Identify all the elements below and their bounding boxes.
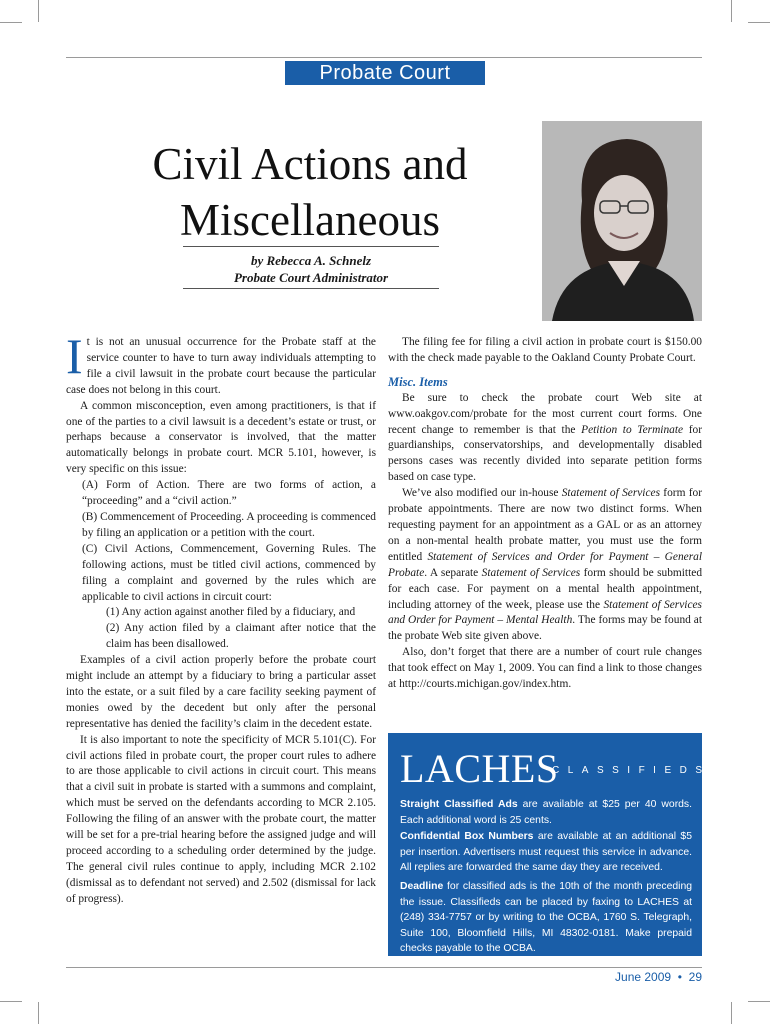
crop-mark <box>38 1002 39 1024</box>
byline-rule-top <box>183 246 439 247</box>
byline-author: by Rebecca A. Schnelz <box>250 253 372 268</box>
rule-item-c1: (1) Any action against another filed by a fiduciary, and <box>106 606 356 619</box>
crop-mark <box>0 1001 22 1002</box>
intro-paragraph: It is not an unusual occurrence for the Probate staff at the service counter to have to turn away individuals attempting to file a civil lawsuit in the probate court because the particular case does not belong in this court. <box>66 328 376 396</box>
rule-item-a: (A) Form of Action. There are two forms of action, a “proceeding” and a “civil action.” <box>82 479 376 508</box>
ad-brand: LACHES <box>400 746 559 791</box>
article-title <box>110 136 510 248</box>
page-footer <box>615 970 702 984</box>
section-banner: Probate Court <box>285 61 485 85</box>
crop-mark <box>0 22 22 23</box>
footer-separator: • <box>677 970 682 984</box>
misc-items-heading: Misc. Items <box>388 374 448 389</box>
rule-item-c2: (2) Any action filed by a claimant after notice that the claim has been disallowed. <box>106 622 376 651</box>
page-number: 29 <box>688 970 702 984</box>
ad-deadline: Deadline for classified ads is the 10th of the month preceding the issue. Classifieds can be placed by faxing to LACHES at (248) 334-7757 or by writing to the OCBA, 1760 S. Telegraph, Suite 100, Bloomfield Hills, MI 48302-0181. Make prepaid checks payable to the OCBA. <box>400 881 692 954</box>
issue-date: June 2009 <box>615 970 672 984</box>
rule-item-b: (B) Commencement of Proceeding. A proceeding is commenced by filing an application or a petition with the court. <box>82 510 376 539</box>
filing-fee-paragraph: The filing fee for filing a civil action in probate court is $150.00 with the check made payable to the Oakland County Probate Court. <box>388 336 702 364</box>
crop-mark <box>731 0 732 22</box>
laches-classifieds-ad <box>388 733 711 956</box>
crop-mark <box>748 22 770 23</box>
header-rule <box>66 57 702 58</box>
ad-header <box>400 747 559 791</box>
body-paragraph: It is also important to note the specificity of MCR 5.101(C). For civil actions filed in probate court, the proper court rules to adhere to are those applicable to civil actions in circuit court. This means that a civil suit in probate is started with a summons and complaint, which must be served on the defendants according to MCR 2.105. Following the filing of an answer with the probate court, the matter will be set for a pre-trial hearing before the assigned judge and will proceed according to a scheduling order determined by the judge. The general civil rules continue to apply, including MCR 2.102 (dismissal as to defendant not served) and 2.502 (dismissal for lack of progress). <box>66 733 376 905</box>
article-column-left <box>66 328 376 908</box>
article-column-right <box>388 335 702 693</box>
body-paragraph: Examples of a civil action properly before the probate court might include an attempt by a fiduciary to bring a particular asset into the estate, or a suit filed by a care facility seeking payment of monies owed by the decedent but only after the personal representative has denied the facility’s claim in the decedent estate. <box>66 654 376 730</box>
byline-role: Probate Court Administrator <box>233 270 389 285</box>
crop-mark <box>38 0 39 22</box>
portrait-illustration <box>542 121 702 321</box>
body-paragraph: A common misconception, even among practitioners, is that if one of the parties to a civil lawsuit is a decedent’s estate or trust, or perhaps because a conservator is involved, that the matter automatically belongs in probate court. MCR 5.101, however, is very specific on this issue: <box>66 399 376 476</box>
ad-tagline: CLASSIFIEDS <box>552 765 711 776</box>
rule-item-c: (C) Civil Actions, Commencement, Governing Rules. The following actions, must be titled civil actions, commenced by filing a complaint and governed by the rules which are applicable to civil actions in circuit court: <box>82 542 376 603</box>
ad-confidential-box: Confidential Box Numbers are available at an additional $5 per insertion. Advertisers must request this service in advance. All replies are forwarded the same day they are received. <box>400 831 692 873</box>
crop-mark <box>748 1001 770 1002</box>
title-line-2: Miscellaneous <box>180 195 440 245</box>
crop-mark <box>731 1002 732 1024</box>
misc-paragraph-1: Be sure to check the probate court Web site at www.oakgov.com/probate for the most current court forms. One recent change to remember is that the Petition to Terminate for guardianships, conservatorships, and developmentally disabled persons cases was recently divided into separate petition forms based on case type. <box>388 391 702 484</box>
drop-cap: I <box>66 328 83 384</box>
misc-paragraph-3: Also, don’t forget that there are a number of court rule changes that took effect on May 1, 2009. You can find a link to those changes at http://courts.michigan.gov/index.htm. <box>388 646 702 691</box>
byline <box>183 252 439 286</box>
title-line-1: Civil Actions and <box>152 139 468 189</box>
misc-paragraph-2: We’ve also modified our in-house Statement of Services form for probate appointments. There are now two distinct forms. When requesting payment for an appointment as a GAL or as an attorney on a non-mental health probate matter, you must use the form entitled Statement of Services and Order for Payment – General Probate. A separate Statement of Services form should be submitted for each case. For payment on a mental health appointment, including attorney of the week, please use the Statement of Services and Order for Payment – Mental Health. The forms may be found at the probate Web site given above. <box>388 487 703 643</box>
footer-rule <box>66 967 702 968</box>
byline-rule-bottom <box>183 288 439 289</box>
ad-straight-classifieds: Straight Classified Ads are available at $25 per 40 words. Each additional word is 25 cents. <box>400 799 693 826</box>
author-photo <box>542 121 702 321</box>
